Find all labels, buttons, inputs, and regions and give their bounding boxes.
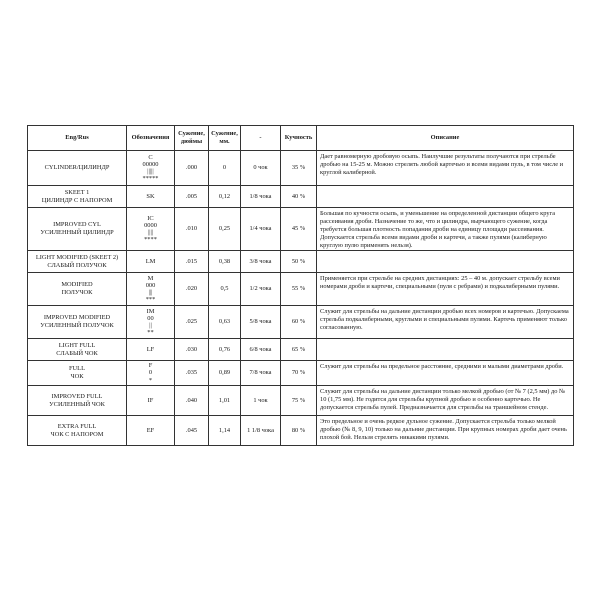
name-line: LIGHT FULL	[58, 341, 96, 349]
symbol-line: ||||	[147, 229, 154, 236]
cell-inch: .040	[175, 386, 209, 416]
name-line: УСИЛЕННЫЙ ЧОК	[49, 400, 105, 408]
symbol-line: ****	[144, 236, 157, 244]
cell-mm: 1,14	[209, 416, 241, 446]
cell-mm: 0,25	[209, 208, 241, 251]
cell-inch: .015	[175, 251, 209, 273]
symbol-line: *	[148, 376, 153, 384]
cell-choke: 1/4 чока	[241, 208, 281, 251]
cell-name	[28, 251, 127, 273]
table-row	[28, 251, 574, 273]
cell-choke: 1 1/8 чока	[241, 416, 281, 446]
cell-name	[28, 208, 127, 251]
cell-density: 65 %	[281, 339, 317, 361]
cell-symbol	[127, 416, 175, 446]
symbol-line: EF	[146, 426, 155, 434]
cell-name	[28, 151, 127, 186]
cell-density: 50 %	[281, 251, 317, 273]
name-line: SKEET 1	[64, 188, 90, 196]
cell-symbol	[127, 251, 175, 273]
cell-mm: 0,89	[209, 361, 241, 386]
cell-description: Служит для стрельбы на дальние дистанции только мелкой дробью (от № 7 (2,5 мм) до № 10 (1,75 мм). Не годится для стрельбы крупной дробью и особенно картечью. Не допускается стрельба пулей. Предназначается для стрельбы на траншейном стенде.	[317, 386, 574, 416]
cell-inch: .045	[175, 416, 209, 446]
symbol-line: LM	[145, 257, 156, 265]
name-line: EXTRA FULL	[57, 422, 97, 430]
header-mm: Сужение, мм.	[209, 126, 241, 151]
header-desc: Описание	[317, 126, 574, 151]
symbol-line: F	[148, 362, 153, 370]
cell-inch: .035	[175, 361, 209, 386]
symbol-line: |||||	[147, 168, 154, 175]
cell-choke: 0 чок	[241, 151, 281, 186]
cell-symbol	[127, 273, 175, 306]
table-header-row	[28, 126, 574, 151]
cell-density: 75 %	[281, 386, 317, 416]
name-line: IMPROVED FULL	[51, 392, 103, 400]
cell-name	[28, 361, 127, 386]
choke-table-sheet	[27, 125, 573, 446]
cell-name	[28, 186, 127, 208]
cell-choke: 7/8 чока	[241, 361, 281, 386]
name-line: ЦИЛИНДР С НАПОРОМ	[41, 196, 113, 204]
symbol-line: IM	[146, 307, 155, 315]
cell-choke: 3/8 чока	[241, 251, 281, 273]
cell-symbol	[127, 208, 175, 251]
cell-density: 80 %	[281, 416, 317, 446]
cell-symbol	[127, 186, 175, 208]
name-line: FULL	[69, 365, 85, 372]
symbol-line: 0	[148, 369, 153, 377]
name-line: MODIFIED	[61, 281, 93, 288]
name-line: ПОЛУЧОК	[61, 289, 93, 296]
cell-mm: 0,38	[209, 251, 241, 273]
name-line: УСИЛЕННЫЙ ПОЛУЧОК	[40, 322, 114, 329]
name-line: IMPROVED MODIFIED	[43, 314, 111, 321]
cell-choke: 1/2 чока	[241, 273, 281, 306]
choke-table	[27, 125, 574, 446]
table-row	[28, 151, 574, 186]
header-dash: -	[241, 126, 281, 151]
cell-mm: 0,5	[209, 273, 241, 306]
cell-inch: .025	[175, 306, 209, 339]
cell-density: 35 %	[281, 151, 317, 186]
cell-description: Служит для стрельбы на предельное расстояние, средними и малыми диаметрами дроби.	[317, 361, 574, 386]
name-line: УСИЛЕННЫЙ ЦИЛИНДР	[40, 229, 114, 236]
table-row	[28, 273, 574, 306]
header-density: Кучность	[281, 126, 317, 151]
cell-density: 60 %	[281, 306, 317, 339]
cell-choke: 1 чок	[241, 386, 281, 416]
cell-description: Дает равномерную дробовую осыпь. Наилучшие результаты получаются при стрельбе дробью на 15-25 м. Можно стрелять любой картечью и всеми видами пуль, в том числе и круглой калиберной.	[317, 151, 574, 186]
cell-inch: .030	[175, 339, 209, 361]
name-line: LIGHT MODIFIED (SKEET 2)	[35, 253, 119, 261]
table-row	[28, 339, 574, 361]
cell-description	[317, 251, 574, 273]
cell-choke: 6/8 чока	[241, 339, 281, 361]
cell-inch: .010	[175, 208, 209, 251]
cell-mm: 1,01	[209, 386, 241, 416]
name-line: СЛАБЫЙ ПОЛУЧОК	[47, 261, 107, 269]
name-line: СЛАБЫЙ ЧОК	[56, 349, 98, 357]
cell-symbol	[127, 361, 175, 386]
cell-description	[317, 186, 574, 208]
symbol-line: **	[147, 329, 154, 337]
cell-density: 70 %	[281, 361, 317, 386]
table-row	[28, 361, 574, 386]
symbol-line: 00	[147, 314, 154, 322]
cell-description: Это предельное и очень редкое дульное сужение. Допускается стрельба только мелкой дробью (№ 8, 9, 10) только на дальние дистанции. При крупных номерах дроби дает очень плохой бой. Нельзя стрелять никакими пулями.	[317, 416, 574, 446]
cell-description	[317, 339, 574, 361]
name-line: IMPROVED CYL	[53, 221, 101, 228]
header-symbol: Обозначения	[127, 126, 175, 151]
cell-density: 55 %	[281, 273, 317, 306]
symbol-line: M	[147, 274, 154, 282]
cell-description: Применяется при стрельбе на средних дистанциях: 25 – 40 м. допускает стрельбу всеми номерами дроби и картечи, специальными (пуля с ребрами) и подкалиберными пулями.	[317, 273, 574, 306]
name-line: CYLINDER/ЦИЛИНДР	[44, 164, 110, 171]
cell-inch: .005	[175, 186, 209, 208]
symbol-line: 00000	[142, 160, 159, 168]
symbol-line: IC	[147, 214, 154, 222]
name-line: ЧОК	[70, 373, 84, 380]
cell-mm: 0	[209, 151, 241, 186]
symbol-line: 0000	[144, 221, 157, 229]
cell-mm: 0,63	[209, 306, 241, 339]
table-row	[28, 416, 574, 446]
cell-name	[28, 306, 127, 339]
symbol-line: C	[148, 153, 153, 161]
symbol-line: LF	[146, 345, 155, 353]
cell-inch: .000	[175, 151, 209, 186]
cell-mm: 0,76	[209, 339, 241, 361]
symbol-line: *****	[142, 175, 159, 183]
cell-mm: 0,12	[209, 186, 241, 208]
cell-name	[28, 416, 127, 446]
cell-density: 45 %	[281, 208, 317, 251]
symbol-line: IF	[147, 396, 154, 404]
cell-density: 40 %	[281, 186, 317, 208]
cell-name	[28, 339, 127, 361]
cell-description: Служит для стрельбы на дальние дистанции дробью всех номеров и картечью. Допускаема стрельба подкалиберными, круглыми и специальными пулями. Картечь применяют только согласованную.	[317, 306, 574, 339]
table-row	[28, 208, 574, 251]
symbol-line: SK	[146, 192, 155, 200]
symbol-line: ***	[145, 296, 156, 304]
symbol-line: ||	[149, 322, 152, 329]
cell-description: Большая по кучности осыпь, и уменьшение на определенной дистанции общего круга рассеивания дроби. Назначение то же, что и цилиндра, вырчающего сужение, когда требуется большая плотность попадания дроби на единицу площади рассеивания. Допускается стрельба всеми видами дроби и картечи, а также пулями (калиберную круглую пулю применять нельзя).	[317, 208, 574, 251]
cell-name	[28, 273, 127, 306]
cell-inch: .020	[175, 273, 209, 306]
cell-choke: 1/8 чока	[241, 186, 281, 208]
header-inch: Сужение, дюймы	[175, 126, 209, 151]
header-name: Eng/Rus	[28, 126, 127, 151]
symbol-line: |||	[148, 289, 153, 296]
name-line: ЧОК С НАПОРОМ	[50, 430, 104, 438]
cell-symbol	[127, 151, 175, 186]
table-row	[28, 386, 574, 416]
symbol-line: 000	[145, 281, 156, 289]
table-row	[28, 186, 574, 208]
cell-symbol	[127, 306, 175, 339]
cell-symbol	[127, 339, 175, 361]
cell-choke: 5/8 чока	[241, 306, 281, 339]
cell-symbol	[127, 386, 175, 416]
cell-name	[28, 386, 127, 416]
table-row	[28, 306, 574, 339]
